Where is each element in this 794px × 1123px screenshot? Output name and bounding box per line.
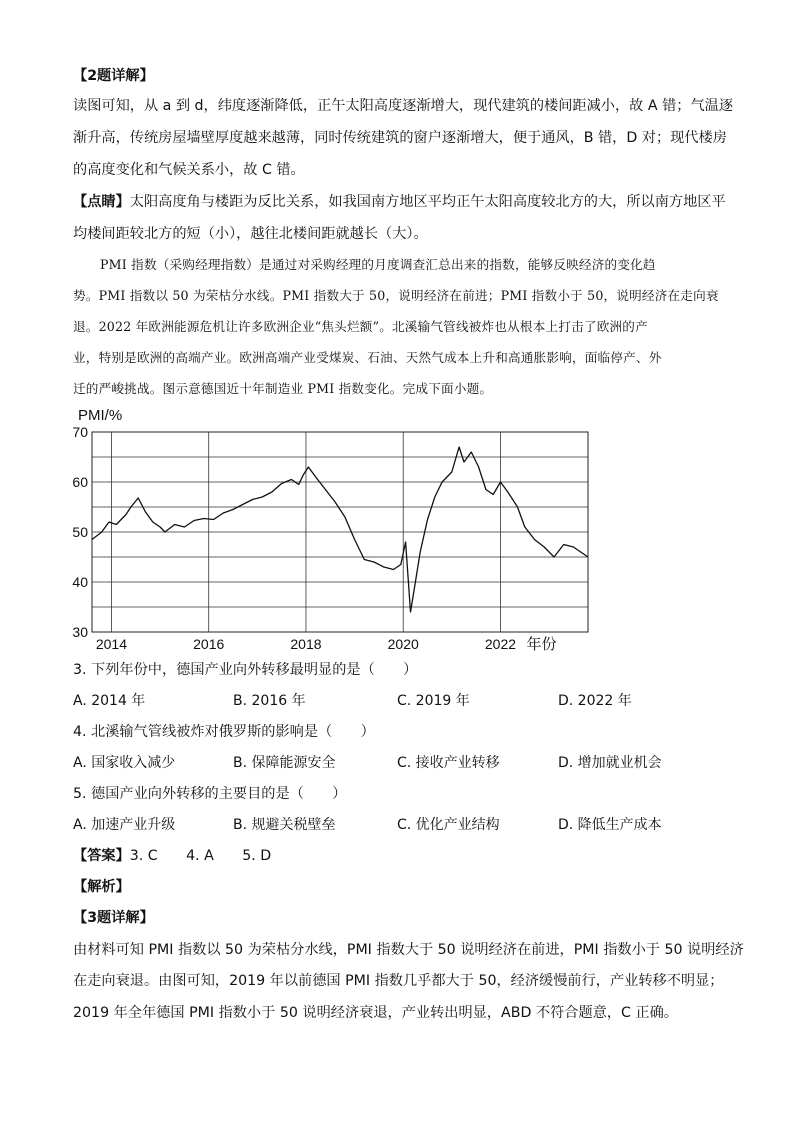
x-tick-label: 2020 [387,636,419,652]
pmi-series-line [92,447,588,612]
y-tick-labels [72,424,88,640]
tip-line-1 [73,192,726,212]
x-tick-label: 2014 [95,636,128,652]
section3-line-2: 在走向衰退。由图可知，2019 年以前德国 PMI 指数几乎都大于 50，经济缓慢前行，产业转移不明显； [73,973,724,989]
q5-option-a[interactable]: A. 加速产业升级 [73,817,176,833]
answer-text: 3. C 4. A 5. D [129,848,272,864]
q3-option-c[interactable]: C. 2019 年 [397,693,470,709]
q4-option-d[interactable]: D. 增加就业机会 [558,755,662,771]
material-line-5: 迁的严峻挑战。图示意德国近十年制造业 PMI 指数变化。完成下面小题。 [73,381,493,396]
material-line-1: PMI 指数（采购经理指数）是通过对采购经理的月度调查汇总出来的指数，能够反映经济的变化趋 [100,257,656,272]
x-tick-label: 2018 [290,636,322,652]
section2-header: 【2题详解】 [73,68,154,84]
x-tick-labels [96,636,516,652]
answer-line [73,846,271,866]
y-tick-label: 60 [72,474,88,490]
question-4-stem: 4. 北溪输气管线被炸对俄罗斯的影响是（ ） [73,724,375,740]
q5-option-d[interactable]: D. 降低生产成本 [558,817,662,833]
tip-text-1: 太阳高度角与楼距为反比关系，如我国南方地区平均正午太阳高度较北方的大，所以南方地区平 [129,194,726,210]
question-5-stem: 5. 德国产业向外转移的主要目的是（ ） [73,786,347,802]
material-line-4: 业，特别是欧洲的高端产业。欧洲高端产业受煤炭、石油、天然气成本上升和高通胀影响，面临停产、外 [73,350,662,365]
chart-grid [92,432,588,632]
section3-line-1: 由材料可知 PMI 指数以 50 为荣枯分水线，PMI 指数大于 50 说明经济在前进，PMI 指数小于 50 说明经济 [73,942,744,958]
section2-line-1: 读图可知，从 a 到 d，纬度逐渐降低，正午太阳高度逐渐增大，现代建筑的楼间距减小，故 A 错；气温逐 [73,98,734,114]
y-tick-label: 50 [72,524,88,540]
section3-header: 【3题详解】 [73,910,154,926]
q4-option-a[interactable]: A. 国家收入减少 [73,755,176,771]
section3-line-3: 2019 年全年德国 PMI 指数小于 50 说明经济衰退，产业转出明显，ABD 不符合题意，C 正确。 [73,1005,678,1021]
q5-option-c[interactable]: C. 优化产业结构 [397,817,500,833]
x-tick-label: 2022 [484,636,517,652]
section2-line-3: 的高度变化和气候关系小，故 C 错。 [73,162,305,178]
q3-option-b[interactable]: B. 2016 年 [233,693,306,709]
y-tick-label: 70 [72,424,88,440]
q4-option-c[interactable]: C. 接收产业转移 [397,755,500,771]
material-line-2: 势。PMI 指数以 50 为荣枯分水线。PMI 指数大于 50，说明经济在前进；PMI 指数小于 50，说明经济在走向衰 [73,288,719,303]
tip-line-2: 均楼间距较北方的短（小），越往北楼间距就越长（大）。 [73,226,428,242]
q5-option-b[interactable]: B. 规避关税壁垒 [233,817,336,833]
q3-option-d[interactable]: D. 2022 年 [558,693,632,709]
question-3-stem: 3. 下列年份中，德国产业向外转移最明显的是（ ） [73,662,418,678]
y-tick-label: 40 [72,574,88,590]
q3-option-a[interactable]: A. 2014 年 [73,693,146,709]
q4-option-b[interactable]: B. 保障能源安全 [233,755,336,771]
tip-label: 【点睛】 [73,194,130,210]
analysis-label: 【解析】 [73,879,130,895]
pmi-line-chart [60,402,620,654]
x-tick-label: 2016 [193,636,225,652]
section2-line-2: 渐升高，传统房屋墙壁厚度越来越薄，同时传统建筑的窗户逐渐增大，便于通风，B 错，D 对；现代楼房 [73,130,727,146]
x-axis-label: 年份 [526,636,557,653]
y-axis-label: PMI/% [78,407,123,424]
material-line-3: 退。2022 年欧洲能源危机让许多欧洲企业“焦头烂额”。北溪输气管线被炸也从根本上打击了欧洲的产 [73,319,648,334]
y-tick-label: 30 [72,624,88,640]
series-layer [92,447,588,612]
answer-label: 【答案】 [73,848,130,864]
